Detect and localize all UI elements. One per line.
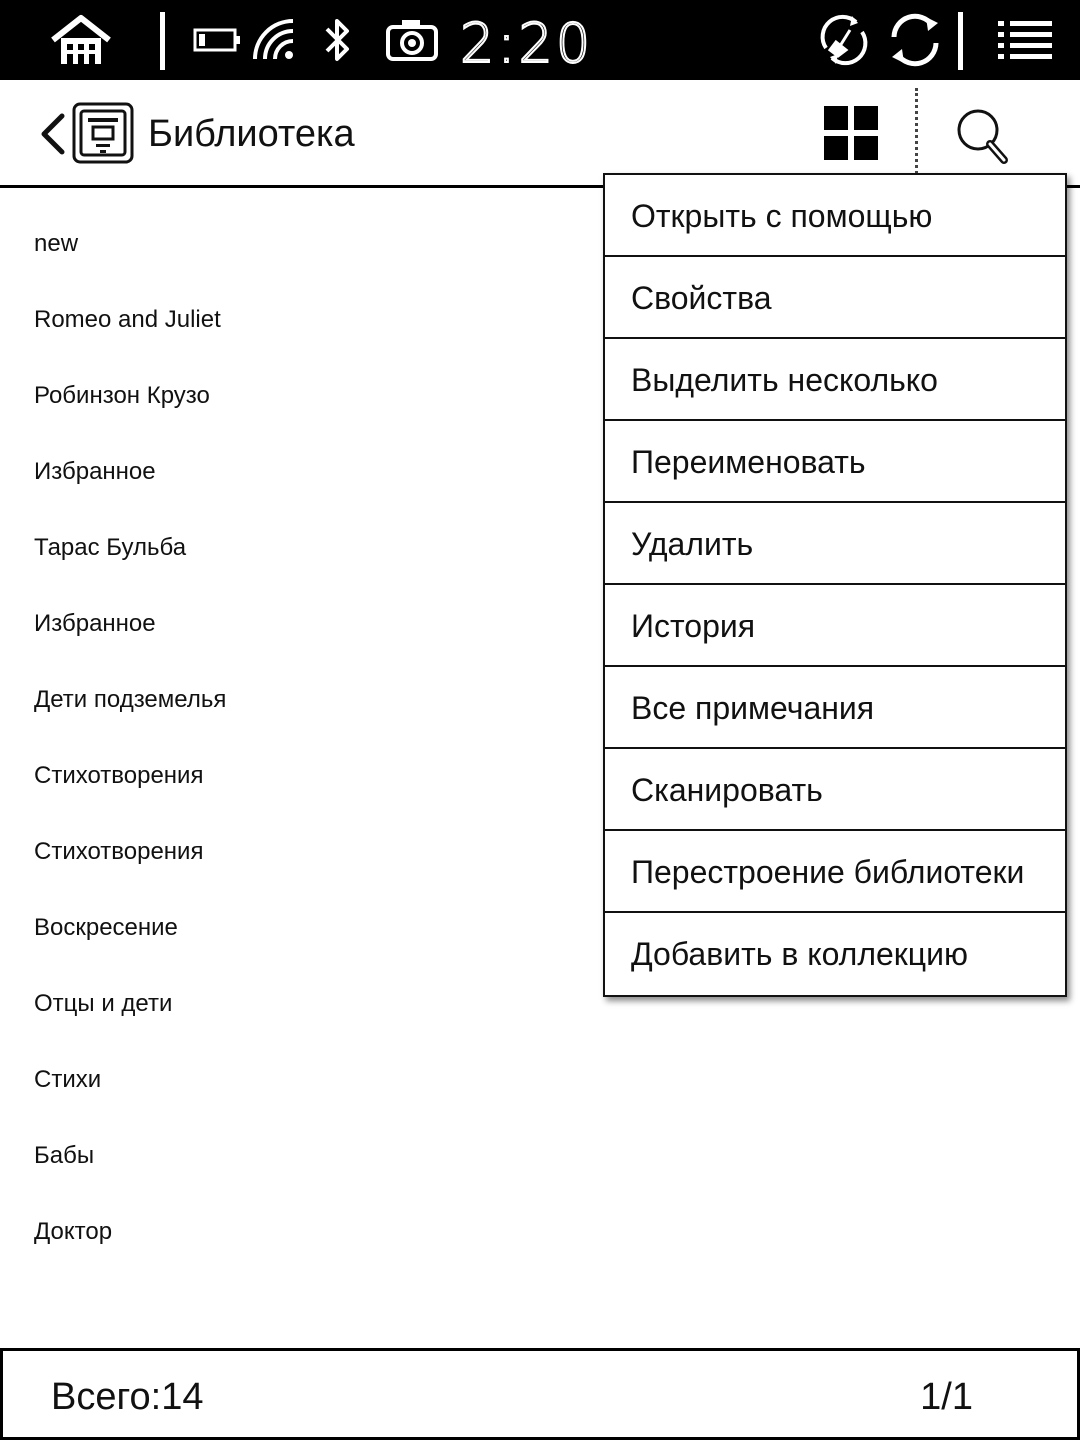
menu-item-rename[interactable]: Переименовать bbox=[605, 421, 1065, 503]
search-button[interactable] bbox=[954, 108, 1012, 166]
sync-icon[interactable] bbox=[884, 0, 946, 80]
list-item[interactable]: Стихи bbox=[34, 1066, 102, 1093]
status-bar bbox=[0, 0, 1080, 80]
list-item[interactable]: Избранное bbox=[34, 610, 156, 637]
menu-item-scan[interactable]: Сканировать bbox=[605, 749, 1065, 831]
list-item[interactable]: Тарас Бульба bbox=[34, 534, 187, 561]
grid-cell bbox=[824, 136, 848, 160]
list-item[interactable]: Дети подземелья bbox=[34, 686, 227, 713]
header-separator bbox=[915, 88, 918, 174]
menu-icon[interactable] bbox=[994, 0, 1056, 80]
status-separator bbox=[958, 12, 963, 70]
wifi-icon bbox=[250, 0, 298, 80]
camera-icon[interactable] bbox=[384, 0, 440, 80]
list-item[interactable]: Избранное bbox=[34, 458, 156, 485]
footer-bar bbox=[0, 1348, 1080, 1440]
list-item[interactable]: Стихотворения bbox=[34, 838, 204, 865]
page-title: Библиотека bbox=[148, 113, 355, 155]
library-icon bbox=[72, 102, 134, 164]
menu-item-select-multiple[interactable]: Выделить несколько bbox=[605, 339, 1065, 421]
status-separator bbox=[160, 12, 165, 70]
menu-item-delete[interactable]: Удалить bbox=[605, 503, 1065, 585]
clock: 2:20 bbox=[460, 12, 594, 75]
search-icon bbox=[954, 108, 1012, 166]
list-item[interactable]: Воскресение bbox=[34, 914, 178, 941]
list-item[interactable]: Бабы bbox=[34, 1142, 95, 1169]
back-button[interactable] bbox=[34, 104, 70, 164]
grid-cell bbox=[824, 106, 848, 130]
chevron-left-icon bbox=[34, 104, 70, 164]
list-item[interactable]: Стихотворения bbox=[34, 762, 204, 789]
page-indicator[interactable]: 1/1 bbox=[920, 1376, 973, 1418]
clean-icon[interactable] bbox=[814, 0, 874, 80]
grid-view-button[interactable] bbox=[824, 106, 878, 160]
list-item[interactable]: Отцы и дети bbox=[34, 990, 173, 1017]
menu-item-rebuild-library[interactable]: Перестроение библиотеки bbox=[605, 831, 1065, 913]
menu-item-properties[interactable]: Свойства bbox=[605, 257, 1065, 339]
app-header bbox=[0, 80, 1080, 188]
grid-cell bbox=[854, 136, 878, 160]
battery-icon bbox=[192, 0, 244, 80]
menu-item-history[interactable]: История bbox=[605, 585, 1065, 667]
list-item[interactable]: Romeo and Juliet bbox=[34, 306, 221, 333]
grid-cell bbox=[854, 106, 878, 130]
list-item[interactable]: new bbox=[34, 230, 79, 257]
total-count: Всего:14 bbox=[51, 1376, 204, 1418]
home-icon[interactable] bbox=[46, 0, 116, 80]
list-item[interactable]: Доктор bbox=[34, 1218, 113, 1245]
list-item[interactable]: Робинзон Крузо bbox=[34, 382, 210, 409]
context-menu bbox=[603, 173, 1067, 997]
bluetooth-icon bbox=[318, 0, 358, 80]
menu-item-open-with[interactable]: Открыть с помощью bbox=[605, 175, 1065, 257]
menu-item-all-notes[interactable]: Все примечания bbox=[605, 667, 1065, 749]
menu-item-add-to-collection[interactable]: Добавить в коллекцию bbox=[631, 936, 968, 972]
